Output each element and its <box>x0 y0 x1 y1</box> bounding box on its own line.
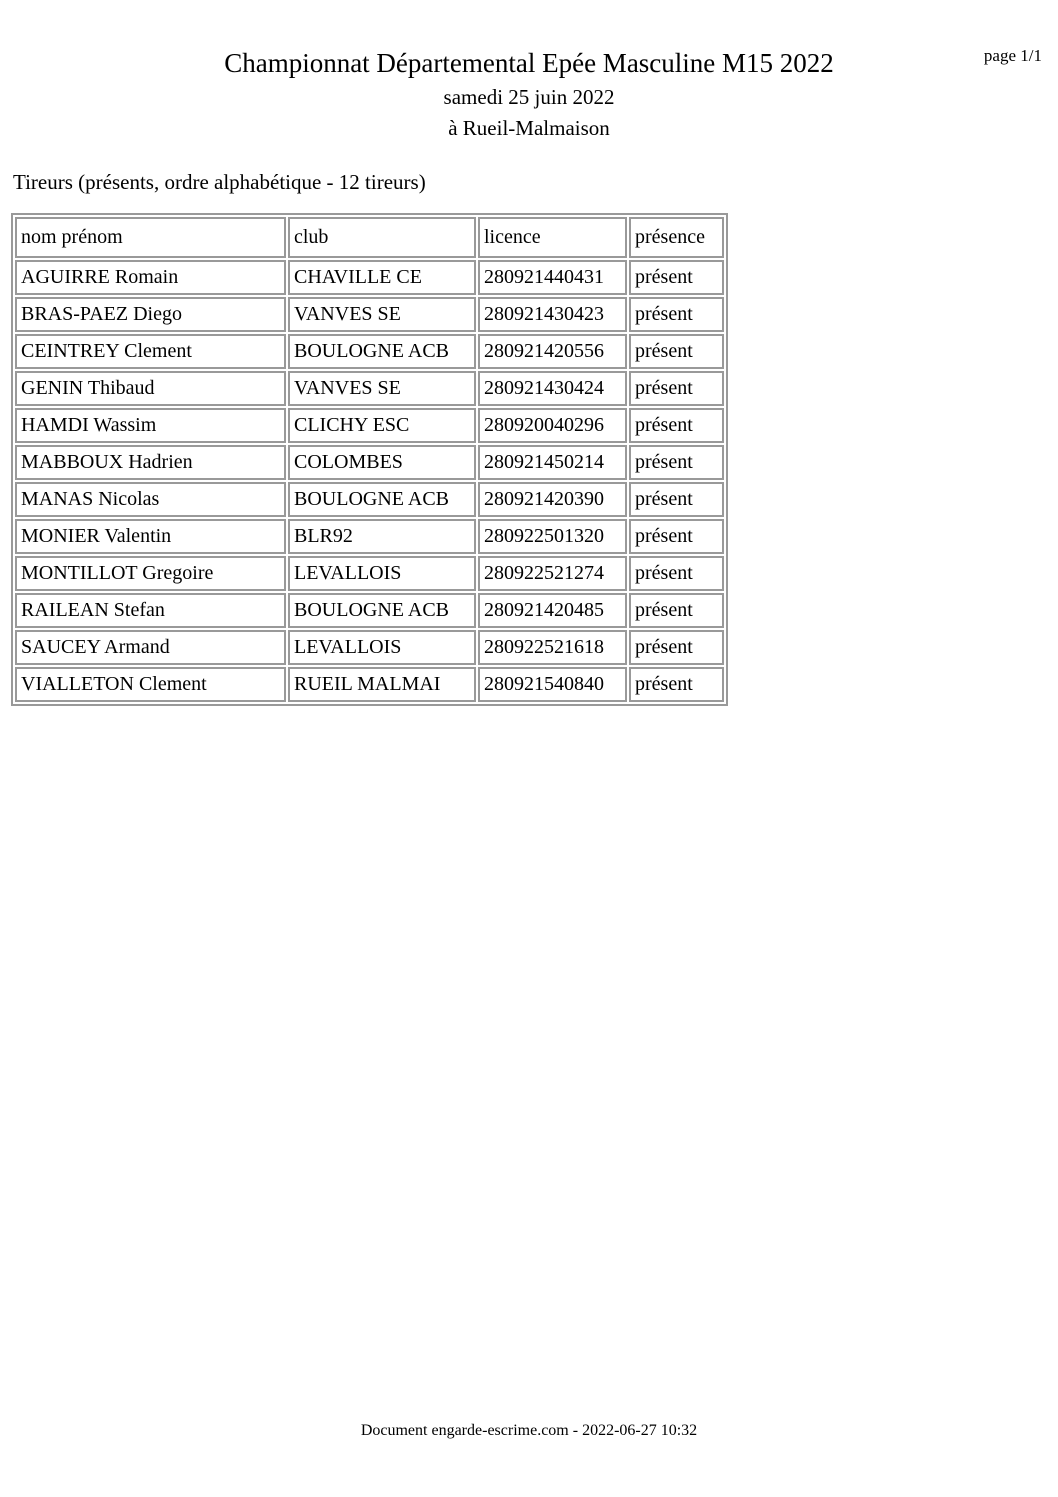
fencer-name-cell: RAILEAN Stefan <box>15 593 286 628</box>
presence-cell: présent <box>629 482 724 517</box>
licence-cell: 280921420485 <box>478 593 627 628</box>
presence-cell: présent <box>629 445 724 480</box>
licence-cell: 280920040296 <box>478 408 627 443</box>
column-header-licence: licence <box>478 217 627 258</box>
licence-cell: 280921430423 <box>478 297 627 332</box>
club-cell: BOULOGNE ACB <box>288 334 476 369</box>
table-row <box>15 297 724 332</box>
table-row <box>15 260 724 295</box>
table-row <box>15 371 724 406</box>
fencer-name-cell: AGUIRRE Romain <box>15 260 286 295</box>
section-title: Tireurs (présents, ordre alphabétique - 12 tireurs) <box>13 170 426 194</box>
column-header-club: club <box>288 217 476 258</box>
document-header <box>0 44 1058 144</box>
table-row <box>15 630 724 665</box>
licence-cell: 280921420556 <box>478 334 627 369</box>
licence-cell: 280921450214 <box>478 445 627 480</box>
club-cell: BOULOGNE ACB <box>288 593 476 628</box>
licence-cell: 280921430424 <box>478 371 627 406</box>
table-row <box>15 482 724 517</box>
column-header-name: nom prénom <box>15 217 286 258</box>
licence-cell: 280922521618 <box>478 630 627 665</box>
licence-cell: 280922521274 <box>478 556 627 591</box>
table-row <box>15 445 724 480</box>
club-cell: COLOMBES <box>288 445 476 480</box>
fencer-name-cell: SAUCEY Armand <box>15 630 286 665</box>
presence-cell: présent <box>629 371 724 406</box>
page-number: page 1/1 <box>983 46 1042 65</box>
table-row <box>15 593 724 628</box>
presence-cell: présent <box>629 408 724 443</box>
fencers-table <box>11 213 728 706</box>
fencer-name-cell: MABBOUX Hadrien <box>15 445 286 480</box>
document-title: Championnat Départemental Epée Masculine M15 2022 <box>224 48 834 78</box>
fencer-name-cell: HAMDI Wassim <box>15 408 286 443</box>
column-header-presence: présence <box>629 217 724 258</box>
table-row <box>15 519 724 554</box>
fencer-name-cell: MONTILLOT Gregoire <box>15 556 286 591</box>
document-footer: Document engarde-escrime.com - 2022-06-27 10:32 <box>360 1422 698 1439</box>
presence-cell: présent <box>629 297 724 332</box>
fencer-name-cell: MANAS Nicolas <box>15 482 286 517</box>
club-cell: LEVALLOIS <box>288 630 476 665</box>
fencer-name-cell: VIALLETON Clement <box>15 667 286 702</box>
presence-cell: présent <box>629 556 724 591</box>
event-date: samedi 25 juin 2022 <box>443 85 615 109</box>
table-row <box>15 408 724 443</box>
table-row <box>15 334 724 369</box>
club-cell: CHAVILLE CE <box>288 260 476 295</box>
licence-cell: 280922501320 <box>478 519 627 554</box>
presence-cell: présent <box>629 593 724 628</box>
licence-cell: 280921540840 <box>478 667 627 702</box>
table-header-row <box>15 217 724 258</box>
table-row <box>15 667 724 702</box>
event-location: à Rueil-Malmaison <box>448 116 610 140</box>
presence-cell: présent <box>629 334 724 369</box>
presence-cell: présent <box>629 260 724 295</box>
table-row <box>15 556 724 591</box>
licence-cell: 280921440431 <box>478 260 627 295</box>
club-cell: BLR92 <box>288 519 476 554</box>
presence-cell: présent <box>629 667 724 702</box>
club-cell: VANVES SE <box>288 297 476 332</box>
presence-cell: présent <box>629 519 724 554</box>
licence-cell: 280921420390 <box>478 482 627 517</box>
club-cell: CLICHY ESC <box>288 408 476 443</box>
fencer-name-cell: BRAS-PAEZ Diego <box>15 297 286 332</box>
club-cell: VANVES SE <box>288 371 476 406</box>
club-cell: RUEIL MALMAI <box>288 667 476 702</box>
fencer-name-cell: MONIER Valentin <box>15 519 286 554</box>
club-cell: LEVALLOIS <box>288 556 476 591</box>
fencer-name-cell: CEINTREY Clement <box>15 334 286 369</box>
club-cell: BOULOGNE ACB <box>288 482 476 517</box>
presence-cell: présent <box>629 630 724 665</box>
fencer-name-cell: GENIN Thibaud <box>15 371 286 406</box>
